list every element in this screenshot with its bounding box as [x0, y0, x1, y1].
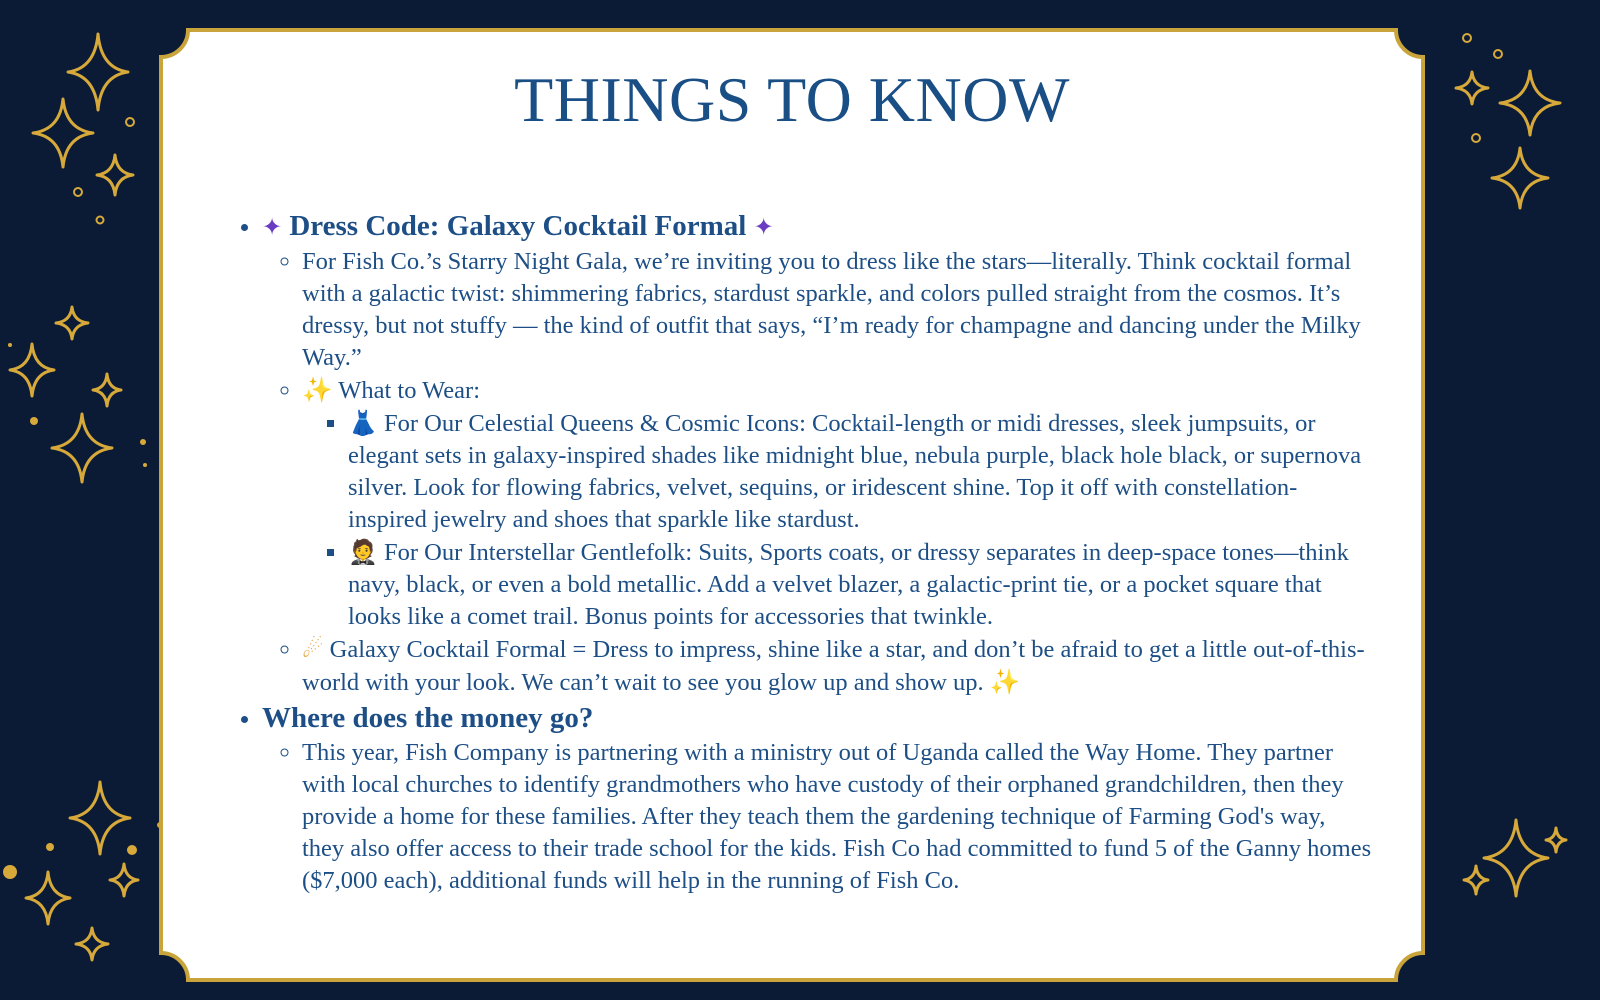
dress-code-intro: For Fish Co.’s Starry Night Gala, we’re inviting you to dress like the stars—literally. Think cocktail formal with a galactic twist: shimmering fabrics, stardust sparkle, and colors pulled straight from the cosmos. It’s dressy, but not stuffy — the kind of outfit that says, “I’m ready for champagne and dancing under the Milky Way.”	[302, 248, 1361, 371]
sparkles-icon: ✨	[302, 375, 333, 404]
gents-outfit-text: For Our Interstellar Gentlefolk: Suits, Sports coats, or dressy separates in deep-space tones—think navy, black, or even a bold metallic. Add a velvet blazer, a galactic-print tie, or a pocket square that looks like a comet trail. Bonus points for accessories that twinkle.	[348, 539, 1349, 630]
sparkle-star-icon	[26, 872, 70, 924]
list-item	[302, 737, 1372, 897]
sparkle-star-icon	[110, 864, 138, 896]
sparkle-star-icon	[97, 155, 133, 195]
sparkle-star-icon	[1464, 866, 1488, 894]
dress-code-details	[262, 246, 1372, 699]
list-item	[302, 633, 1372, 699]
sparkle-star-icon	[1492, 148, 1548, 208]
sparkle-star-icon	[10, 344, 54, 396]
sparkle-star-icon	[33, 99, 93, 167]
outfit-list	[302, 407, 1372, 633]
queens-outfit-text: For Our Celestial Queens & Cosmic Icons: Cocktail-length or midi dresses, sleek jumpsuits, or elegant sets in galaxy-inspired shades like midnight blue, nebula purple, black hole black, or supernova silver. Look for flowing fabrics, velvet, sequins, or iridescent shine. Top it off with constellation-inspired jewelry and shoes that sparkle like stardust.	[348, 410, 1362, 533]
sparkle-star-icon	[52, 414, 112, 482]
sparkle-star-icon	[76, 928, 108, 960]
sparkle-star-icon	[1484, 820, 1548, 896]
what-to-wear-label: What to Wear:	[338, 377, 480, 404]
list-item	[348, 407, 1372, 536]
milky-way-icon: ✦	[262, 213, 283, 241]
list-item	[348, 536, 1372, 633]
sparkle-star-icon	[70, 782, 130, 854]
dress-code-summary: Galaxy Cocktail Formal = Dress to impress, shine like a star, and don’t be afraid to get a little out-of-this-world with your look. We can’t wait to see you glow up and show up.	[302, 636, 1365, 696]
milky-way-icon: ✦	[753, 213, 774, 241]
list-item	[302, 246, 1372, 374]
shooting-star-icon: ☄	[302, 635, 324, 663]
dress-code-heading: ✦ Dress Code: Galaxy Cocktail Formal ✦	[262, 210, 774, 242]
sparkle-star-icon	[68, 34, 128, 110]
sparkle-star-icon	[1500, 71, 1560, 135]
sparkle-star-icon	[1546, 828, 1566, 852]
page-title: THINGS TO KNOW	[514, 64, 1070, 135]
dress-icon: 👗	[348, 409, 378, 437]
list-item	[302, 374, 1372, 633]
money-heading: Where does the money go?	[262, 702, 594, 734]
money-section	[262, 699, 1372, 897]
money-details	[262, 737, 1372, 897]
topic-list	[212, 207, 1372, 897]
info-card	[164, 33, 1420, 977]
tuxedo-icon: 🤵	[348, 538, 378, 566]
sparkles-icon: ✨	[989, 667, 1021, 696]
dress-code-section	[262, 207, 1372, 699]
money-body: This year, Fish Company is partnering with a ministry out of Uganda called the Way Home. They partner with local churches to identify grandmothers who have custody of their orphaned grandchildren, then they provide a home for these families. After they teach them the gardening technique of Farming God's way, they also offer access to their trade school for the kids. Fish Co had committed to fund 5 of the Ganny homes ($7,000 each), additional funds will help in the running of Fish Co.	[302, 739, 1372, 894]
sparkle-star-icon	[93, 374, 121, 406]
sparkle-star-icon	[1456, 72, 1488, 104]
sparkle-star-icon	[56, 307, 88, 339]
